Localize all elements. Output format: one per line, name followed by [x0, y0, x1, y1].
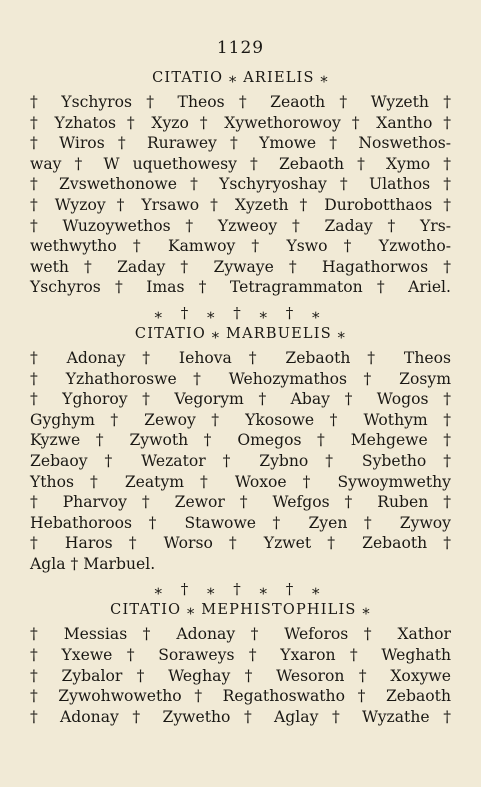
text-line: † Wiros † Rurawey † Ymowe † Noswethos-: [30, 134, 451, 153]
text-line: † Messias † Adonay † Weforos † Xathor: [30, 625, 451, 644]
section-heading: CITATIO ⁎ MEPHISTOPHILIS ⁎: [110, 602, 371, 619]
text-line: † Haros † Worso † Yzwet † Zebaoth †: [30, 534, 451, 553]
text-line: † Yschyros † Theos † Zeaoth † Wyzeth †: [30, 93, 451, 111]
text-line: way † W uquethowesy † Zebaoth † Xymo †: [30, 154, 451, 173]
text-line: weth † Zaday † Zywaye † Hagathorwos †: [30, 257, 451, 276]
text-line: Gyghym † Zewoy † Ykosowe † Wothym †: [30, 410, 451, 429]
text-line: Kyzwe † Zywoth † Omegos † Mehgewe †: [30, 431, 451, 450]
text-line: Yschyros † Imas † Tetragrammaton † Ariel.: [30, 278, 451, 297]
text-line: † Yzhathoroswe † Wehozymathos † Zosym: [30, 369, 451, 388]
text-line: † Yxewe † Soraweys † Yxaron † Weghath: [30, 646, 451, 665]
text-line: Hebathoroos † Stawowe † Zyen † Zywoy: [30, 513, 451, 532]
text-line: † Yzhatos † Xyzo † Xywethorowoy † Xantho †: [30, 113, 451, 132]
text-line: † Adonay † Iehova † Zebaoth † Theos: [30, 348, 451, 367]
section-mephistophilis: [30, 602, 451, 727]
ornament-divider: ⁎ † ⁎ † ⁎ † ⁎: [154, 303, 327, 322]
text-line: † Zybalor † Weghay † Wesoron † Xoxywe: [30, 666, 451, 685]
section-heading: CITATIO ⁎ MARBUELIS ⁎: [134, 325, 347, 342]
section-marbuelis: [30, 326, 451, 601]
page-number: 1129: [216, 38, 265, 58]
text-line: † Zvswethonowe † Yschyryoshay † Ulathos †: [30, 175, 451, 194]
ornament-divider: ⁎ † ⁎ † ⁎ † ⁎: [154, 580, 327, 599]
text-line: † Wyzoy † Yrsawo † Xyzeth † Durobotthaos †: [30, 195, 451, 214]
text-line: wethwytho † Kamwoy † Yswo † Yzwotho-: [30, 237, 451, 256]
text-line: † Wuzoywethos † Yzweoy † Zaday † Yrs-: [30, 216, 451, 235]
text-line: Agla † Marbuel.: [30, 554, 156, 573]
text-line: Zebaoy † Wezator † Zybno † Sybetho †: [30, 451, 451, 470]
text-line: † Yghoroy † Vegorym † Abay † Wogos †: [30, 390, 451, 409]
section-arielis: [30, 70, 451, 324]
section-heading: CITATIO ⁎ ARIELIS ⁎: [152, 70, 329, 86]
text-line: † Pharvoy † Zewor † Wefgos † Ruben †: [30, 493, 451, 512]
text-line: † Adonay † Zywetho † Aglay † Wyzathe †: [30, 707, 451, 726]
text-line: Ythos † Zeatym † Woxoe † Sywoymwethy: [30, 472, 451, 491]
text-line: † Zywohwowetho † Regathoswatho † Zebaoth: [30, 687, 451, 706]
